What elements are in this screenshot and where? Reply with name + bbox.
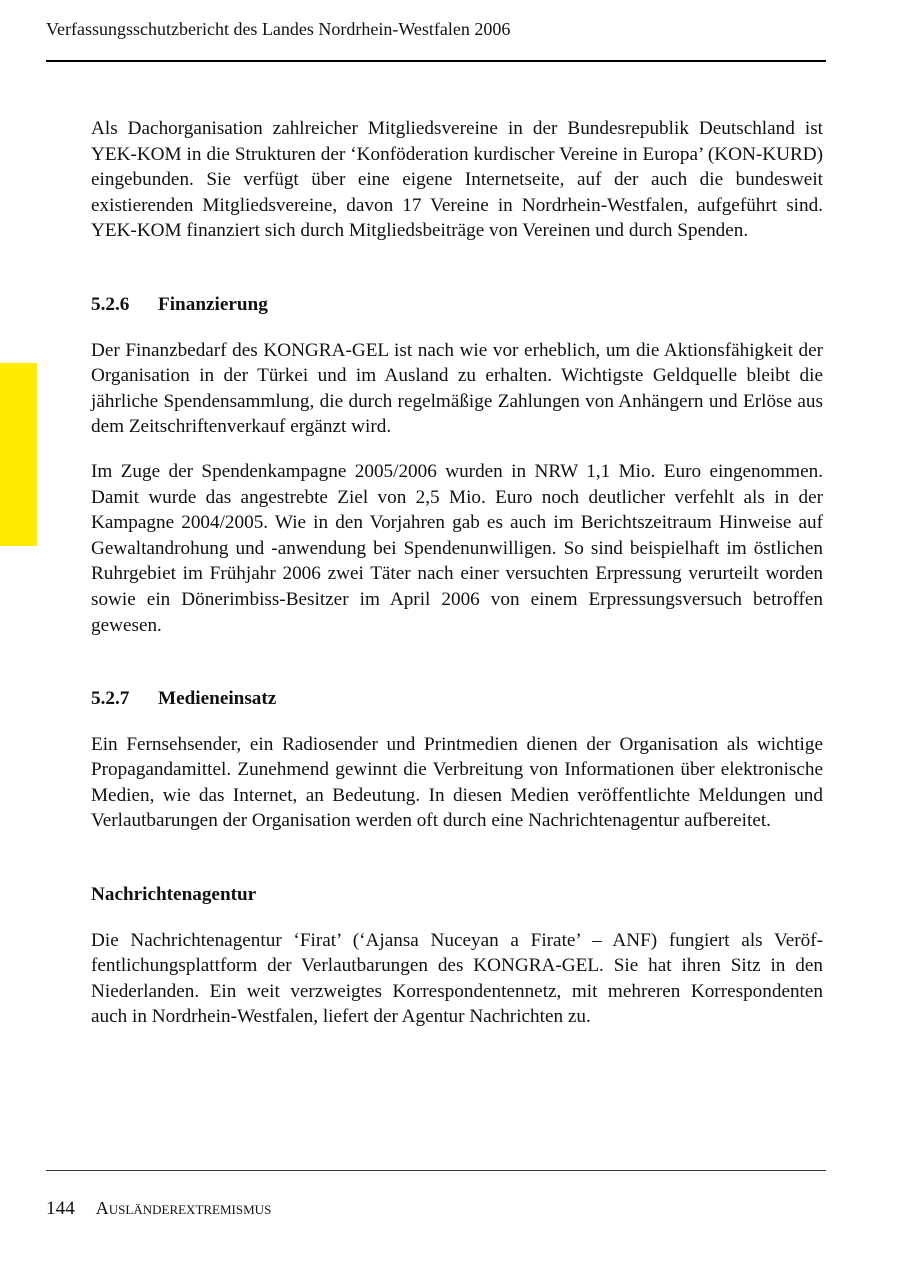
section-number: 5.2.6 xyxy=(91,293,130,315)
paragraph-finanzbedarf: Der Finanzbedarf des KONGRA-GEL ist nach wie vor erheblich, um die Aktionsfähigkeit der Organisation in der Türkei und im Ausland zu erhalten. Wichtigste Geldquelle bleibt die jährliche Spendensammlung, die durch regelmäßige Zahlungen von Anhängern und Erlöse aus dem Zeitschriftenverkauf ergänzt wird. xyxy=(91,339,823,438)
running-header: Verfassungsschutzbericht des Landes Nordrhein-Westfalen 2006 xyxy=(46,19,511,39)
header-rule xyxy=(46,60,826,62)
page-number: 144 xyxy=(46,1198,75,1219)
paragraph-medien: Ein Fernsehsender, ein Radiosender und Printmedien dienen der Organisation als wichtige Propagandamittel. Zunehmend gewinnt die Verbreitung von Informationen über elektronische Medien, wie das Internet, an Bedeutung. In diesen Medien veröffentlichte Meldungen und Verlautbarungen der Organisation werden oft durch eine Nachrichtenagentur aufbereitet. xyxy=(91,733,823,832)
section-title: Finanzierung xyxy=(158,293,268,315)
section-heading-medieneinsatz xyxy=(91,686,823,712)
page-footer xyxy=(46,1196,271,1221)
intro-paragraph: Als Dachorganisation zahlreicher Mitgliedsvereine in der Bundesrepublik Deutschland ist YEK-KOM in die Strukturen der ‘Konföderation kurdischer Vereine in Europa’ (KON-KURD) eingebunden. Sie verfügt über eine eigene Internetseite, auf der auch die bundesweit existierenden Mitgliedsvereine, davon 17 Vereine in Nordrhein-Westfalen, aufgeführt sind. YEK-KOM finanziert sich durch Mitgliedsbeiträge von Vereinen und durch Spenden. xyxy=(91,118,823,242)
footer-rule xyxy=(46,1170,826,1171)
chapter-marker-tab xyxy=(0,363,37,546)
footer-section-label: Ausländerextremismus xyxy=(95,1198,272,1218)
paragraph-nachrichtenagentur: Die Nachrichtenagentur ‘Firat’ (‘Ajansa Nuceyan a Firate’ – ANF) fungiert als Veröffentlichungsplattform der Verlautbarungen des KONGRA-GEL. Sie hat ihren Sitz in den Niederlanden. Ein weit verzweigtes Korrespondentennetz, mit mehreren Korrespondenten auch in Nordrhein-Westfalen, liefert der Agentur Nachrichten zu. xyxy=(91,929,823,1028)
section-heading-finanzierung xyxy=(91,292,823,318)
section-title: Medieneinsatz xyxy=(158,688,277,710)
paragraph-spendenkampagne: Im Zuge der Spendenkampagne 2005/2006 wurden in NRW 1,1 Mio. Euro eingenommen. Damit wurde das angestrebte Ziel von 2,5 Mio. Euro noch deutlicher verfehlt als in der Kampagne 2004/2005. Wie in den Vorjahren gab es auch im Berichtszeitraum Hinweise auf Gewaltandrohung und -anwendung bei Spendenunwilligen. So sind beispielhaft im östlichen Ruhrgebiet im Frühjahr 2006 zwei Täter nach einer versuchten Erpressung verurteilt worden sowie ein Dönerimbiss-Besitzer im April 2006 von einem Erpressungsversuch betroffen gewesen. xyxy=(91,460,823,636)
section-number: 5.2.7 xyxy=(91,688,130,710)
page-body xyxy=(91,116,823,1030)
subsection-heading-nachrichtenagentur: Nachrichtenagentur xyxy=(91,884,257,906)
